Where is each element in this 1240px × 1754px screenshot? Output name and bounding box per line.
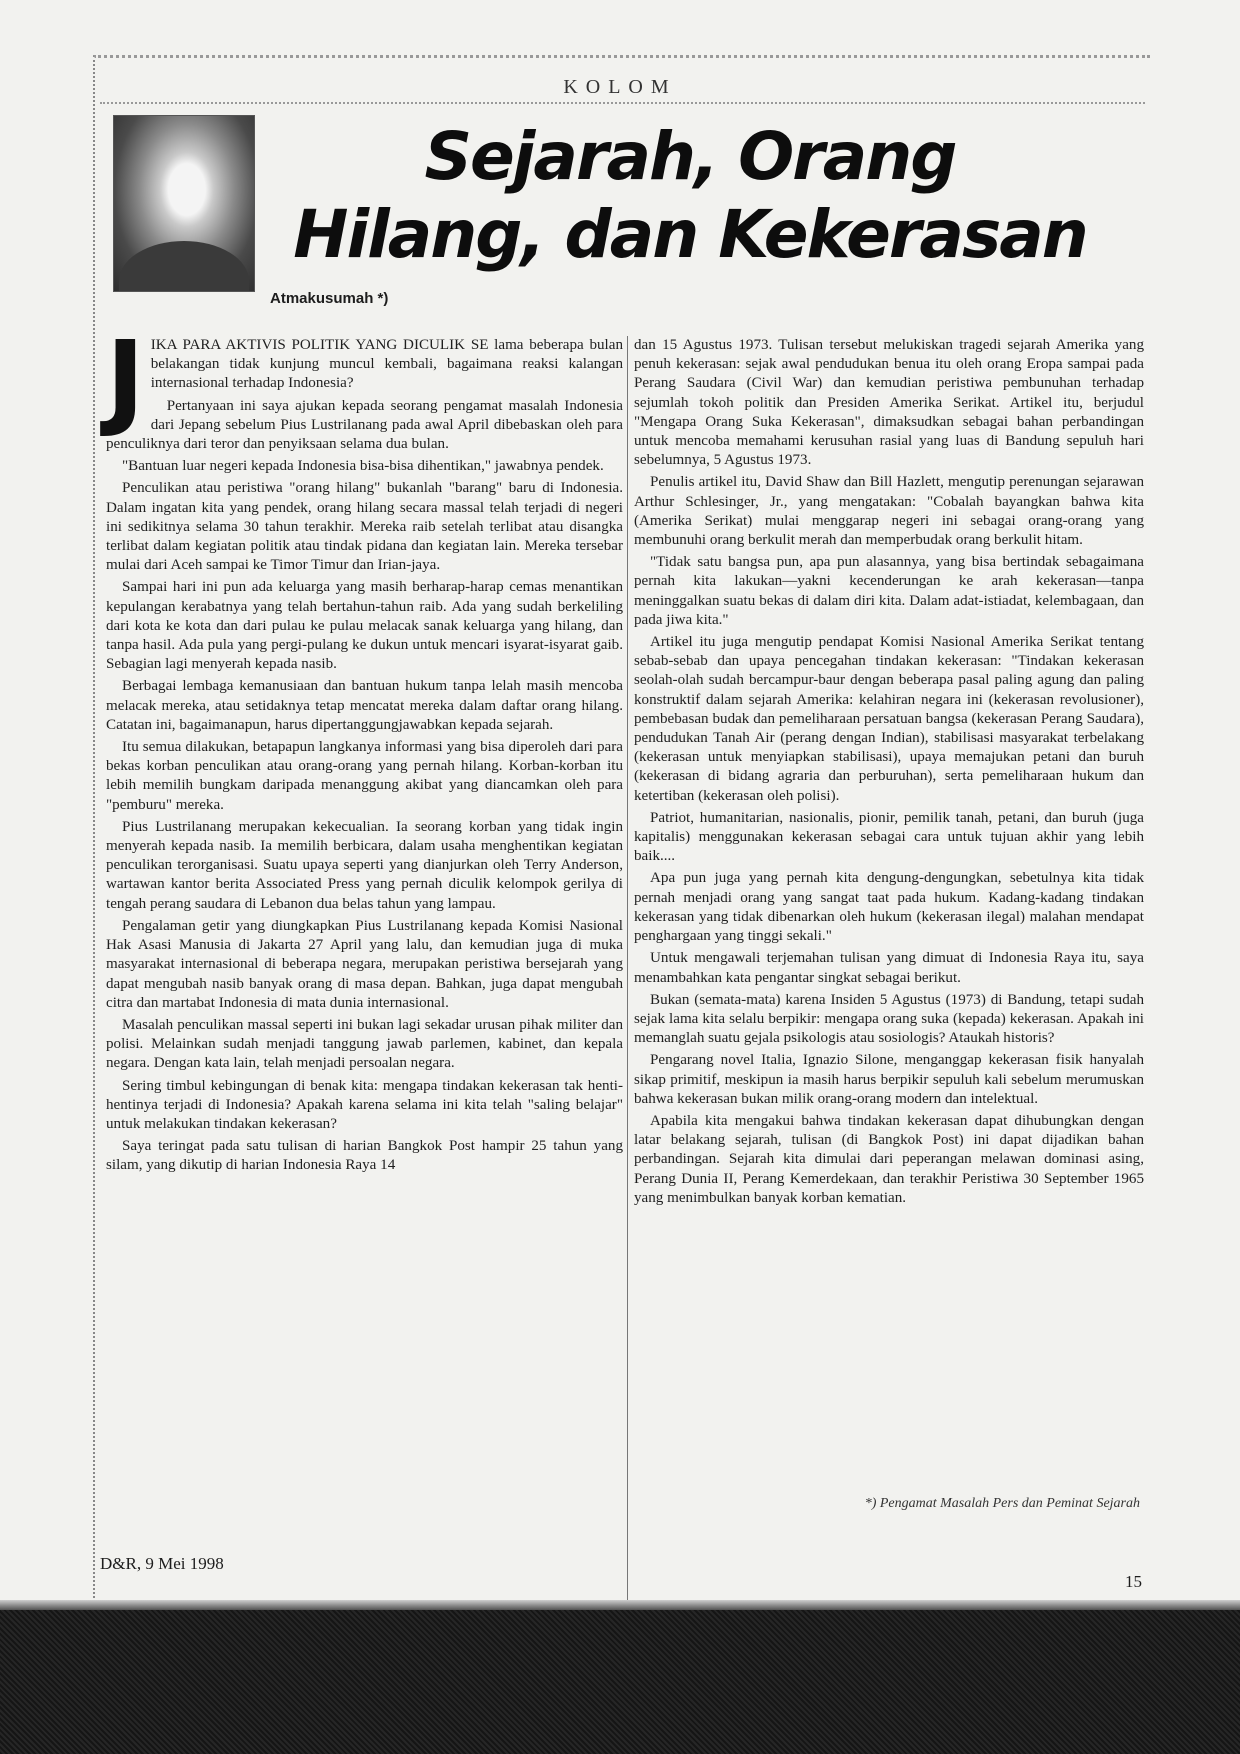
author-byline: Atmakusumah *) bbox=[270, 290, 389, 307]
paragraph: Berbagai lembaga kemanusiaan dan bantuan hukum tanpa lelah masih mencoba melacak mereka, atau setidaknya tetap mencatat mereka dalam daftar orang hilang. Catatan ini, bagaimanapun, harus dipertanggungjawabkan kepada sejarah. bbox=[106, 678, 623, 733]
paragraph: Sering timbul kebingungan di benak kita: mengapa tindakan kekerasan tak henti-hentinya terjadi di Indonesia? Apakah karena selama ini kita telah "saling belajar" untuk melakukan tindakan kekerasan? bbox=[106, 1077, 623, 1132]
paragraph: Pertanyaan ini saya ajukan kepada seorang pengamat masalah Indonesia dari Jepang sebelum Pius Lustrilanang pada awal April dibebaskan oleh para penculiknya dari teror dan penyiksaan selama dua bulan. bbox=[106, 397, 623, 453]
section-label: KOLOM bbox=[563, 76, 677, 98]
author-photo-shoulders bbox=[119, 241, 249, 292]
paragraph: Apabila kita mengakui bahwa tindakan kekerasan dapat dihubungkan dengan latar belakang sejarah, tulisan (di Bangkok Post) ini dapat dijadikan bahan perbandingan. Sejarah kita dimulai dari peperangan melawan dominasi asing, Perang Dunia II, Perang Kemerdekaan, dan terakhir Peristiwa 30 September 1965 yang menimbulkan banyak korban kematian. bbox=[634, 1112, 1144, 1206]
drop-cap: J bbox=[106, 318, 145, 440]
author-footnote: *) Pengamat Masalah Pers dan Peminat Sejarah bbox=[864, 1496, 1140, 1511]
paragraph: Sampai hari ini pun ada keluarga yang masih berharap-harap cemas menantikan kepulangan kerabatnya yang telah bertahun-tahun raib. Ada yang sudah berkeliling dari kota ke kota dan dari pulau ke pulau melacak sanak keluarga yang hilang, dan tanpa hasil. Ada pula yang pergi-pulang ke dukun untuk mencari isyarat-isyarat gaib. Sebagian lagi menyerah kepada nasib. bbox=[106, 579, 623, 673]
article-title: Sejarah, Orang Hilang, dan Kekerasan bbox=[293, 118, 1087, 273]
paragraph: Patriot, humanitarian, nasionalis, pionir, pemilik tanah, petani, dan buruh (juga kapitalis) menggunakan kekerasan sebagai cara untuk tujuan akhir yang lebih baik.... bbox=[634, 809, 1144, 865]
paragraph: IKA PARA AKTIVIS POLITIK YANG DICULIK SE lama beberapa bulan belakangan tidak kunjung muncul kembali, bagaimana reaksi kalangan internasional terhadap Indonesia? bbox=[150, 337, 623, 392]
publication-source: D&R, 9 Mei 1998 bbox=[100, 1554, 224, 1573]
dotted-rule-top bbox=[100, 102, 1145, 104]
paragraph: Artikel itu juga mengutip pendapat Komisi Nasional Amerika Serikat tentang sebab-sebab dan upaya pencegahan tindakan kekerasan: "Tindakan kekerasan seolah-olah sudah bercampur-baur dengan beberapa pasal paling agung dan paling konstruktif dalam sejarah Amerika: kelahiran negara ini (kekerasan revolusioner), pembebasan budak dan pemeliharaan persatuan bangsa (kekerasan Perang Saudara), pendudukan Tanah Air (perang dengan Indian), stabilisasi masyarakat terbelakang (kekerasan untuk menyiapkan stabilisasi), upaya memajukan petani dan buruh (kekerasan di bidang agraria dan perburuhan), serta pemeliharaan hukum dan ketertiban (kekerasan oleh polisi). bbox=[634, 634, 1144, 804]
paragraph: Pius Lustrilanang merupakan kekecualian. Ia seorang korban yang tidak ingin menyerah kepada nasib. Ia memilih berbicara, dalam usaha menghentikan kegiatan penculikan terorganisasi. Suatu upaya seperti yang dianjurkan oleh Terry Anderson, wartawan kantor berita Associated Press yang pernah diculik kelompok gerilya di tengah perang saudara di Lebanon dua belas tahun yang lampau. bbox=[106, 818, 623, 912]
paragraph: Apa pun juga yang pernah kita dengung-dengungkan, sebetulnya kita tidak pernah menjadi orang yang sangat taat pada hukum. Kadang-kadang tindakan kekerasan yang tidak dibenarkan oleh hukum (kekerasan ilegal) malahan mendapat penghargaan yang tinggi sekali." bbox=[634, 870, 1144, 945]
paragraph: Penulis artikel itu, David Shaw dan Bill Hazlett, mengutip perenungan sejarawan Arthur Schlesinger, Jr., yang mengatakan: "Cobalah bayangkan bahwa kita (Amerika Serikat) mulai menggarap negeri ini sebagai orang-orang yang membunuhi orang berkulit merah dan memperbudak orang berkulit hitam. bbox=[634, 474, 1144, 549]
paragraph: Penculikan atau peristiwa "orang hilang" bukanlah "barang" baru di Indonesia. Dalam ingatan kita yang pendek, orang hilang secara massal telah terjadi di negeri ini sedikitnya selama 30 tahun terakhir. Mereka raib setelah terlibat atau disangka terlibat dalam kegiatan politik atau tindak pidana dan kegiatan lain. Mereka tersebar mulai dari Aceh sampai ke Timor Timur dan Irian-jaya. bbox=[106, 480, 623, 574]
left-column bbox=[106, 318, 623, 1179]
author-photo bbox=[113, 115, 255, 292]
column-divider bbox=[627, 336, 628, 1732]
paragraph: Bukan (semata-mata) karena Insiden 5 Agustus (1973) di Bandung, tetapi sudah sejak lama kita selalu berpikir: mengapa orang suka (kepada) kekerasan. Apakah ini memanglah suatu gejala psikologis atau sosiologis? Ataukah historis? bbox=[634, 991, 1144, 1047]
paragraph: "Tidak satu bangsa pun, apa pun alasannya, yang bisa bertindak sebagaimana pernah kita lakukan—yakni kecenderungan ke arah kekerasan—tanpa meninggalkan suatu bekas di dalam diri kita. Dalam adat-istiadat, kelembagaan, dan pada jiwa kita." bbox=[634, 554, 1144, 628]
paragraph: Untuk mengawali terjemahan tulisan yang dimuat di Indonesia Raya itu, saya menambahkan kata pengantar singkat sebagai berikut. bbox=[634, 950, 1144, 986]
paragraph: dan 15 Agustus 1973. Tulisan tersebut melukiskan tragedi sejarah Amerika yang penuh kekerasan: sejak awal pendudukan benua itu oleh orang Eropa sampai pada Perang Saudara (Civil War) dan kemudian peristiwa pembunuhan terhadap sejumlah tokoh politik dan Presiden Amerika Serikat. Artikel itu, berjudul "Mengapa Orang Suka Kekerasan", dimaksudkan sebagai bahan perbandingan untuk mencoba memahami kerusuhan rasial yang luas di Bandung sepuluh hari sebelumnya, 5 Agustus 1973. bbox=[634, 337, 1144, 469]
paragraph: Pengarang novel Italia, Ignazio Silone, menganggap kekerasan fisik hanyalah sikap primitif, meskipun ia masih harus berpikir sepuluh kali sebelum merumuskan bahwa kekerasan bukan milik orang-orang modern dan intelektual. bbox=[634, 1052, 1144, 1107]
right-column bbox=[634, 336, 1144, 1211]
page-number: 15 bbox=[1125, 1572, 1142, 1591]
paragraph: Saya teringat pada satu tulisan di harian Bangkok Post hampir 25 tahun yang silam, yang dikutip di harian Indonesia Raya 14 bbox=[106, 1138, 623, 1174]
paragraph: Pengalaman getir yang diungkapkan Pius Lustrilanang kepada Komisi Nasional Hak Asasi Manusia di Jakarta 27 April yang lalu, dan kemudian juga di muka masyarakat internasional di beberapa negara, merupakan peristiwa bersejarah yang dapat mengubah nasib banyak orang di masa depan. Bahkan, juga dapat mengubah citra dan martabat Indonesia di mata dunia internasional. bbox=[106, 917, 623, 1011]
paragraph: Itu semua dilakukan, betapapun langkanya informasi yang bisa diperoleh dari para bekas korban penculikan atau orang-orang yang pernah hilang. Korban-korban itu lebih memilih bungkam daripada menanggung akibat yang diancamkan oleh para "pemburu" mereka. bbox=[106, 739, 623, 813]
paragraph: Masalah penculikan massal seperti ini bukan lagi sekadar urusan pihak militer dan polisi. Melainkan sudah menjadi tanggung jawab parlemen, kabinet, dan kepala negara. Dengan kata lain, telah menjadi persoalan negara. bbox=[106, 1016, 623, 1072]
paragraph: "Bantuan luar negeri kepada Indonesia bisa-bisa dihentikan," jawabnya pendek. bbox=[122, 458, 604, 475]
scan-dark-band bbox=[0, 1610, 1240, 1754]
